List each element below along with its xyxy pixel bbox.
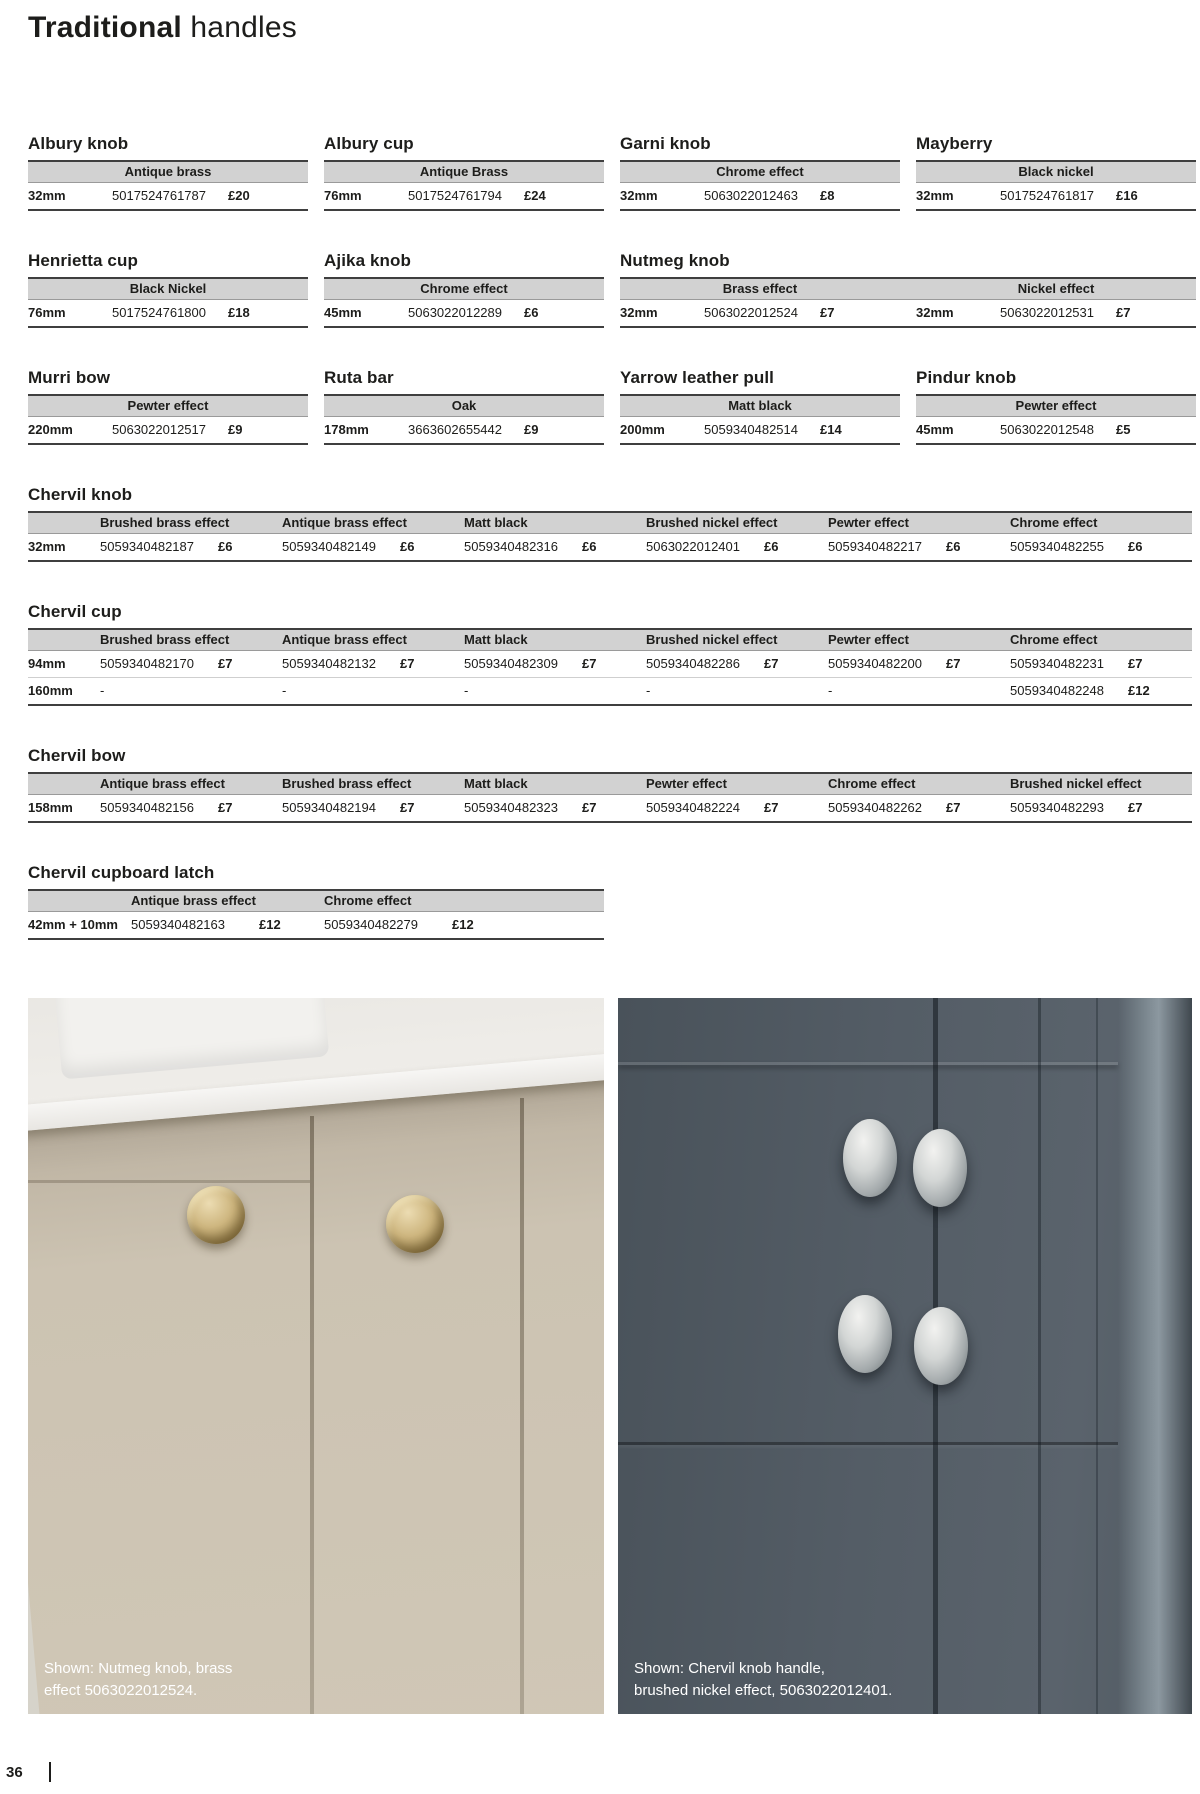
finish-header: Matt black	[464, 632, 528, 647]
finish-header: Brushed brass effect	[282, 776, 412, 791]
finish-band	[28, 394, 308, 417]
product-row	[28, 912, 604, 940]
price-cell: £9	[228, 422, 243, 437]
ean-cell: 5059340482248	[1010, 683, 1104, 698]
ean-cell: 5017524761787	[112, 188, 206, 203]
ean-cell: 3663602655442	[408, 422, 502, 437]
price-cell: £7	[1116, 305, 1131, 320]
product-row	[620, 300, 1196, 328]
price-cell: £7	[400, 656, 415, 671]
chervil-knob-table	[28, 485, 1192, 562]
finish-header: Antique brass effect	[282, 632, 407, 647]
table-grid-row	[28, 134, 1200, 211]
table-grid-row	[28, 863, 1200, 940]
ean-cell: 5059340482149	[282, 539, 376, 554]
product-row	[324, 300, 604, 328]
price-cell: £6	[400, 539, 415, 554]
page-title	[28, 10, 1200, 46]
size-cell: 32mm	[916, 305, 954, 320]
henrietta-cup-table	[28, 251, 308, 328]
ean-cell: 5063022012531	[1000, 305, 1094, 320]
product-entry	[620, 417, 900, 443]
price-cell: £9	[524, 422, 539, 437]
murri-bow-table	[28, 368, 308, 445]
finish-band	[324, 277, 604, 300]
table-title: Henrietta cup	[28, 251, 138, 270]
ean-cell: 5063022012548	[1000, 422, 1094, 437]
glass-panel	[1118, 998, 1192, 1714]
price-cell: £12	[259, 917, 281, 932]
product-cell	[464, 795, 646, 821]
finish-header: Brushed brass effect	[100, 515, 230, 530]
ean-cell: 5059340482163	[131, 917, 225, 932]
finish-header: Antique brass effect	[282, 515, 407, 530]
price-cell: £16	[1116, 188, 1138, 203]
product-cell	[282, 651, 464, 677]
product-entry	[28, 300, 308, 326]
door-seam	[310, 1116, 314, 1714]
finish-band-spacer	[28, 774, 100, 794]
table-grid-row	[28, 746, 1200, 823]
table-grid-row	[28, 485, 1200, 562]
ean-cell: 5059340482323	[464, 800, 558, 815]
table-title: Chervil cupboard latch	[28, 863, 215, 882]
finish-band-spacer	[28, 891, 131, 911]
product-cell	[1010, 651, 1192, 677]
product-row	[28, 183, 308, 211]
finish-band	[28, 277, 308, 300]
finish-header: Pewter effect	[828, 515, 909, 530]
caption-line: Shown: Nutmeg knob, brass	[44, 1660, 233, 1677]
door-frame-line	[1096, 998, 1098, 1714]
ean-cell: 5017524761817	[1000, 188, 1094, 203]
ean-cell: 5059340482231	[1010, 656, 1104, 671]
caption-line: brushed nickel effect, 5063022012401.	[634, 1682, 893, 1699]
nickel-knob	[914, 1307, 968, 1385]
finish-header: Chrome effect	[324, 893, 412, 908]
product-entry	[620, 300, 900, 326]
finish-header: Pewter effect	[828, 632, 909, 647]
page-number: 36	[6, 1763, 23, 1781]
page-footer	[6, 1762, 51, 1782]
price-cell: £6	[764, 539, 779, 554]
dash-cell: -	[100, 683, 105, 698]
finish-header: Chrome effect	[420, 281, 508, 296]
size-cell: 45mm	[916, 422, 954, 437]
product-cell	[100, 678, 282, 704]
price-cell: £14	[820, 422, 842, 437]
product-cell	[282, 795, 464, 821]
ean-cell: 5059340482309	[464, 656, 558, 671]
product-entry	[324, 300, 604, 326]
pindur-knob-table	[916, 368, 1196, 445]
ean-cell: 5063022012401	[646, 539, 740, 554]
finish-header: Chrome effect	[1010, 632, 1098, 647]
price-cell: £7	[946, 656, 961, 671]
size-cell: 32mm	[28, 188, 66, 203]
photo-nutmeg-knob	[28, 998, 604, 1714]
size-cell: 76mm	[324, 188, 362, 203]
finish-header: Brass effect	[722, 281, 798, 296]
finish-band-spacer	[28, 513, 100, 533]
price-cell: £12	[1128, 683, 1150, 698]
product-entry	[324, 417, 604, 443]
product-row	[28, 795, 1192, 823]
finish-header: Matt black	[728, 398, 792, 413]
door-frame-line	[1038, 998, 1041, 1714]
rail-bevel-top	[618, 1062, 1118, 1065]
albury-knob-table	[28, 134, 308, 211]
finish-band	[28, 160, 308, 183]
table-grid-row	[28, 602, 1200, 706]
price-cell: £18	[228, 305, 250, 320]
finish-header: Chrome effect	[828, 776, 916, 791]
page-title-regular: handles	[181, 11, 297, 44]
table-grid-row	[28, 251, 1200, 328]
price-cell: £24	[524, 188, 546, 203]
product-cell	[828, 534, 1010, 560]
size-cell: 158mm	[28, 800, 73, 815]
product-tables	[28, 134, 1200, 940]
product-row	[620, 417, 900, 445]
ajika-knob-table	[324, 251, 604, 328]
price-cell: £7	[764, 800, 779, 815]
ean-cell: 5059340482279	[324, 917, 418, 932]
ean-cell: 5063022012524	[704, 305, 798, 320]
finish-header: Black nickel	[1018, 164, 1094, 179]
finish-header: Nickel effect	[1017, 281, 1095, 296]
table-title: Ruta bar	[324, 368, 394, 387]
product-row	[28, 678, 1192, 706]
finish-band	[620, 277, 1196, 300]
product-cell	[1010, 534, 1192, 560]
price-cell: £7	[400, 800, 415, 815]
product-row	[916, 417, 1196, 445]
ean-cell: 5017524761800	[112, 305, 206, 320]
product-cell	[464, 678, 646, 704]
finish-header: Antique brass effect	[100, 776, 225, 791]
nickel-knob	[913, 1129, 967, 1207]
product-cell	[100, 651, 282, 677]
table-title: Chervil knob	[28, 485, 133, 504]
finish-header: Antique Brass	[419, 164, 509, 179]
price-cell: £6	[1128, 539, 1143, 554]
finish-header: Black Nickel	[129, 281, 207, 296]
size-cell: 32mm	[916, 188, 954, 203]
brass-knob	[386, 1195, 444, 1253]
price-cell: £7	[764, 656, 779, 671]
garni-knob-table	[620, 134, 900, 211]
price-cell: £7	[582, 656, 597, 671]
finish-header: Brushed brass effect	[100, 632, 230, 647]
finish-header: Chrome effect	[716, 164, 804, 179]
product-row	[324, 417, 604, 445]
dash-cell: -	[464, 683, 469, 698]
finish-band	[324, 394, 604, 417]
table-title: Murri bow	[28, 368, 111, 387]
ean-cell: 5059340482217	[828, 539, 922, 554]
ean-cell: 5059340482286	[646, 656, 740, 671]
price-cell: £7	[218, 800, 233, 815]
table-title: Garni knob	[620, 134, 711, 153]
price-cell: £7	[1128, 656, 1143, 671]
table-title: Albury cup	[324, 134, 414, 153]
finish-band	[28, 772, 1192, 795]
caption-line: Shown: Chervil knob handle,	[634, 1660, 825, 1677]
finish-header: Antique brass effect	[131, 893, 256, 908]
yarrow-leather-pull-table	[620, 368, 900, 445]
table-title: Ajika knob	[324, 251, 411, 270]
price-cell: £12	[452, 917, 474, 932]
product-entry	[324, 183, 604, 209]
ean-cell: 5059340482514	[704, 422, 798, 437]
ean-cell: 5059340482255	[1010, 539, 1104, 554]
product-entry	[916, 417, 1196, 443]
finish-header: Oak	[451, 398, 477, 413]
product-cell	[1010, 795, 1192, 821]
table-title: Albury knob	[28, 134, 129, 153]
product-cell	[646, 534, 828, 560]
brass-knob	[187, 1186, 245, 1244]
page-title-bold: Traditional	[28, 11, 182, 44]
finish-header: Matt black	[464, 776, 528, 791]
finish-header: Pewter effect	[127, 398, 209, 413]
table-title: Mayberry	[916, 134, 993, 153]
ean-cell: 5059340482262	[828, 800, 922, 815]
table-title: Nutmeg knob	[620, 251, 730, 270]
table-title: Chervil cup	[28, 602, 122, 621]
product-cell	[282, 678, 464, 704]
product-row	[916, 183, 1196, 211]
price-cell: £8	[820, 188, 835, 203]
price-cell: £7	[218, 656, 233, 671]
nickel-knob	[843, 1119, 897, 1197]
size-cell: 220mm	[28, 422, 73, 437]
ean-cell: 5059340482170	[100, 656, 194, 671]
drawer-seam	[28, 1180, 310, 1183]
product-row	[324, 183, 604, 211]
price-cell: £6	[946, 539, 961, 554]
caption-line: effect 5063022012524.	[44, 1682, 198, 1699]
price-cell: £6	[582, 539, 597, 554]
rail-bevel-bottom	[618, 1442, 1118, 1445]
size-cell: 45mm	[324, 305, 362, 320]
size-cell: 178mm	[324, 422, 369, 437]
size-cell: 160mm	[28, 683, 73, 698]
product-row	[620, 183, 900, 211]
finish-header: Chrome effect	[1010, 515, 1098, 530]
table-grid-row	[28, 368, 1200, 445]
ean-cell: 5059340482132	[282, 656, 376, 671]
product-cell	[282, 534, 464, 560]
product-cell	[324, 912, 517, 938]
product-row	[28, 651, 1192, 678]
product-cell	[646, 795, 828, 821]
mayberry-table	[916, 134, 1196, 211]
product-entry	[620, 183, 900, 209]
ean-cell: 5059340482156	[100, 800, 194, 815]
product-cell	[828, 795, 1010, 821]
product-cell	[100, 795, 282, 821]
finish-header: Pewter effect	[646, 776, 727, 791]
size-cell: 94mm	[28, 656, 66, 671]
ean-cell: 5059340482194	[282, 800, 376, 815]
price-cell: £7	[1128, 800, 1143, 815]
finish-header: Brushed nickel effect	[646, 515, 778, 530]
product-cell	[131, 912, 324, 938]
ean-cell: 5063022012289	[408, 305, 502, 320]
ean-cell: 5017524761794	[408, 188, 502, 203]
price-cell: £6	[524, 305, 539, 320]
chervil-bow-table	[28, 746, 1192, 823]
product-row	[28, 417, 308, 445]
product-cell	[1010, 678, 1192, 704]
ean-cell: 5063022012517	[112, 422, 206, 437]
product-entry	[28, 183, 308, 209]
table-title: Pindur knob	[916, 368, 1017, 387]
size-cell: 32mm	[620, 188, 658, 203]
size-cell: 32mm	[28, 539, 66, 554]
ruta-bar-table	[324, 368, 604, 445]
ean-cell: 5059340482224	[646, 800, 740, 815]
finish-band	[28, 511, 1192, 534]
ean-cell: 5059340482187	[100, 539, 194, 554]
price-cell: £5	[1116, 422, 1131, 437]
finish-band-spacer	[28, 630, 100, 650]
size-cell: 42mm + 10mm	[28, 917, 118, 932]
finish-header: Pewter effect	[1015, 398, 1097, 413]
table-title: Yarrow leather pull	[620, 368, 775, 387]
size-cell: 200mm	[620, 422, 665, 437]
price-cell: £7	[946, 800, 961, 815]
finish-band	[28, 889, 604, 912]
product-cell	[464, 651, 646, 677]
product-row	[28, 534, 1192, 562]
price-cell: £7	[820, 305, 835, 320]
product-cell	[464, 534, 646, 560]
chervil-cup-table	[28, 602, 1192, 706]
finish-header: Antique brass	[124, 164, 212, 179]
photo-chervil-knob	[618, 998, 1192, 1714]
product-cell	[828, 678, 1010, 704]
size-cell: 76mm	[28, 305, 66, 320]
finish-band	[916, 394, 1196, 417]
product-entry	[28, 417, 308, 443]
dash-cell: -	[282, 683, 287, 698]
ean-cell: 5059340482293	[1010, 800, 1104, 815]
finish-header: Brushed nickel effect	[646, 632, 778, 647]
photo-caption	[44, 1658, 232, 1702]
ean-cell: 5059340482316	[464, 539, 558, 554]
door-seam	[520, 1098, 524, 1714]
dash-cell: -	[646, 683, 651, 698]
finish-header: Matt black	[464, 515, 528, 530]
product-cell	[646, 651, 828, 677]
footer-divider	[49, 1762, 51, 1782]
photo-caption	[634, 1658, 892, 1702]
product-cell	[646, 678, 828, 704]
finish-band	[28, 628, 1192, 651]
product-entry	[916, 183, 1196, 209]
cabinet-front	[28, 1065, 604, 1714]
price-cell: £20	[228, 188, 250, 203]
size-cell: 32mm	[620, 305, 658, 320]
nickel-knob	[838, 1295, 892, 1373]
ean-cell: 5059340482200	[828, 656, 922, 671]
finish-band	[620, 394, 900, 417]
table-title: Chervil bow	[28, 746, 126, 765]
product-cell	[828, 651, 1010, 677]
photo-row	[28, 998, 1200, 1714]
nutmeg-knob-table	[620, 251, 1196, 328]
product-row	[28, 300, 308, 328]
product-entry	[916, 300, 1196, 326]
price-cell: £7	[582, 800, 597, 815]
product-cell	[100, 534, 282, 560]
albury-cup-table	[324, 134, 604, 211]
finish-band	[916, 160, 1196, 183]
finish-band	[620, 160, 900, 183]
finish-header: Brushed nickel effect	[1010, 776, 1142, 791]
price-cell: £6	[218, 539, 233, 554]
ean-cell: 5063022012463	[704, 188, 798, 203]
chervil-cupboard-latch-table	[28, 863, 604, 940]
dash-cell: -	[828, 683, 833, 698]
finish-band	[324, 160, 604, 183]
